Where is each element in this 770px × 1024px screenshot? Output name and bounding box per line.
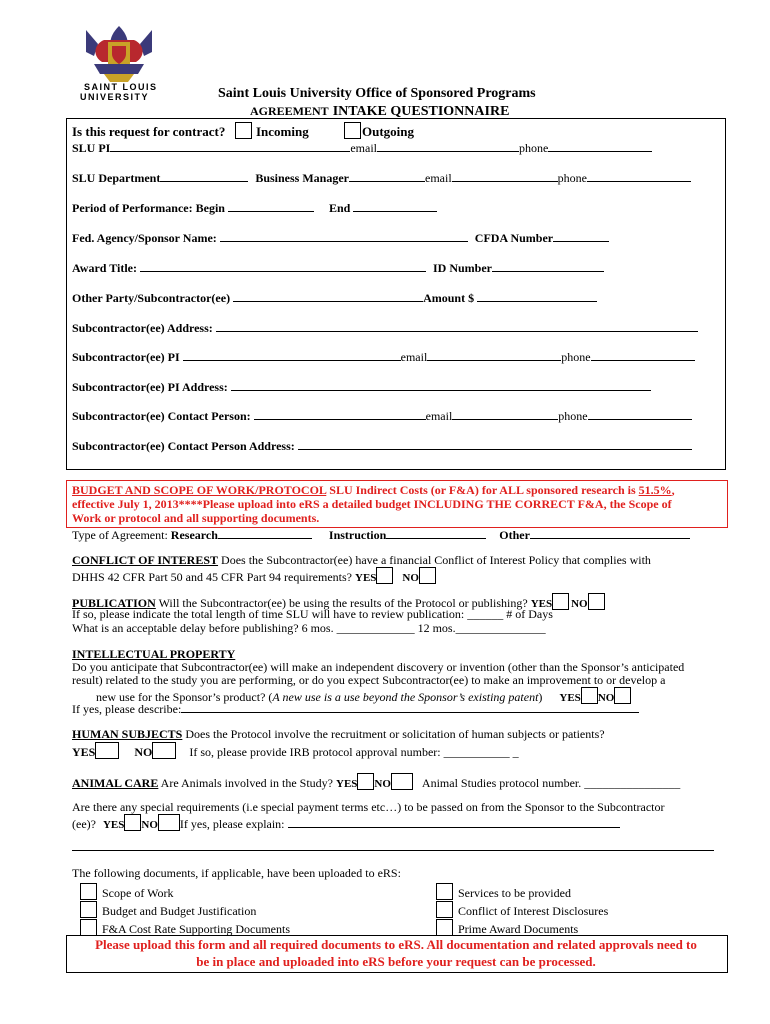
human-yes-checkbox[interactable] [95, 742, 119, 759]
coi-text1: Does the Subcontractor(ee) have a financial Conflict of Interest Policy that complies with [218, 553, 651, 567]
publication-line3 [72, 621, 546, 636]
doc-item-scope [80, 883, 173, 901]
ip-heading: INTELLECTUAL PROPERTY [72, 647, 236, 661]
publication-line2: If so, please indicate the total length of time SLU will have to review publication: ______ # of Days [72, 607, 553, 621]
id-number-field[interactable] [492, 260, 604, 272]
ip-line1: Do you anticipate that Subcontractor(ee) will make an independent discovery or invention (other than the Sponsor’s anticipated [72, 660, 685, 674]
other-party-label: Other Party/Subcontractor(ee) [72, 291, 231, 305]
slu-pi-email-label: email [350, 141, 377, 155]
period-end-field[interactable] [353, 200, 437, 212]
sub-contact-address-label: Subcontractor(ee) Contact Person Address: [72, 439, 295, 453]
instruction-label: Instruction [328, 528, 387, 542]
agreement-type-label: Type of Agreement: [72, 528, 168, 542]
doc-checkbox[interactable] [436, 919, 453, 936]
slu-dept-label: SLU Department [72, 171, 161, 185]
doc-checkbox[interactable] [436, 883, 453, 900]
logo-text-line2: UNIVERSITY [80, 92, 150, 102]
sub-contact-address-field[interactable] [298, 438, 692, 450]
human-text1: Does the Protocol involve the recruitment or solicitation of human subjects or patients? [182, 727, 605, 741]
doc-label: Budget and Budget Justification [102, 904, 257, 918]
sub-address-row [72, 320, 698, 336]
ip-describe-label: If yes, please describe: [72, 702, 182, 716]
coi-heading: CONFLICT OF INTEREST [72, 553, 219, 567]
research-field[interactable] [218, 527, 312, 539]
budget-text1: SLU Indirect Costs (or F&A) for ALL sponsored research is [326, 483, 639, 497]
incoming-checkbox[interactable] [235, 122, 252, 139]
doc-label: F&A Cost Rate Supporting Documents [102, 922, 291, 936]
ip-text3b: A new use is a use beyond the Sponsor’s existing patent [272, 690, 539, 704]
slu-logo [64, 22, 174, 104]
sub-contact-row [72, 408, 692, 424]
sub-address-label: Subcontractor(ee) Address: [72, 321, 213, 335]
sub-address-field[interactable] [216, 320, 698, 332]
slu-pi-phone-field[interactable] [548, 140, 652, 152]
slu-dept-field[interactable] [160, 170, 248, 182]
ip-describe-row [72, 701, 639, 717]
slu-pi-label: SLU PI [72, 141, 111, 155]
special-line2 [72, 814, 620, 832]
animal-yes-checkbox[interactable] [357, 773, 374, 790]
special-text2a: (ee)? [72, 817, 96, 831]
publication-text1: Will the Subcontractor(ee) be using the results of the Protocol or publishing? [155, 596, 528, 610]
sub-pi-email-label: email [400, 350, 428, 364]
ip-yes-label: YES [559, 692, 581, 704]
special-yes-label: YES [102, 819, 125, 831]
special-line1: Are there any special requirements (i.e special payment terms etc…) to be passed on from the Sponsor to the Subcontractor [72, 800, 665, 814]
budget-line1 [72, 483, 675, 498]
doc-item-services [436, 883, 571, 901]
ip-describe-field[interactable] [181, 701, 639, 713]
publication-12mos-field[interactable]: _______________ [455, 621, 546, 635]
coi-line1 [72, 553, 651, 568]
ip-text3c: ) [538, 690, 543, 704]
animal-text1: Are Animals involved in the Study? [158, 776, 333, 790]
sub-contact-label: Subcontractor(ee) Contact Person: [72, 409, 251, 423]
sub-pi-label: Subcontractor(ee) PI [72, 350, 180, 364]
business-manager-field[interactable] [349, 170, 425, 182]
section-divider [72, 850, 714, 851]
animal-no-label: NO [374, 778, 391, 790]
pub-yes-label: YES [530, 598, 553, 610]
doc-checkbox[interactable] [80, 883, 97, 900]
pub-no-label: NO [571, 598, 588, 610]
fed-agency-field[interactable] [220, 230, 468, 242]
budget-line2: effective July 1, 2013****Please upload into eRS a detailed budget INCLUDING THE CORRECT F&A, the Scope of [72, 497, 672, 511]
fed-agency-label: Fed. Agency/Sponsor Name: [72, 231, 217, 245]
human-line1 [72, 727, 605, 742]
logo-text-line1: SAINT LOUIS [84, 82, 158, 92]
animal-heading: ANIMAL CARE [72, 776, 159, 790]
doc-label: Prime Award Documents [458, 922, 579, 936]
award-title-field[interactable] [140, 260, 426, 272]
doc-item-budget [80, 901, 256, 919]
special-no-label: NO [141, 819, 158, 831]
subtitle-small: AGREEMENT [250, 104, 329, 118]
other-party-row [72, 290, 597, 306]
award-title-row [72, 260, 604, 276]
other-party-field[interactable] [233, 290, 423, 302]
budget-text1-end: , [671, 483, 675, 497]
page-title: Saint Louis University Office of Sponsored Programs [218, 86, 536, 101]
publication-text3: What is an acceptable delay before publishing? 6 mos. _____________ 12 mos. [72, 621, 456, 635]
indirect-rate: 51.5% [638, 483, 672, 497]
fed-agency-row [72, 230, 609, 246]
sub-contact-phone-field[interactable] [588, 408, 692, 420]
sub-pi-address-row [72, 379, 651, 395]
sub-pi-phone-field[interactable] [591, 349, 695, 361]
sub-pi-phone-label: phone [561, 350, 591, 364]
id-number-label: ID Number [433, 261, 492, 275]
period-row [72, 200, 437, 216]
slu-pi-row [72, 140, 652, 156]
human-text2: If so, please provide IRB protocol approval number: ___________ _ [189, 745, 519, 759]
slu-pi-phone-label: phone [519, 141, 549, 155]
business-manager-label: Business Manager [255, 171, 350, 185]
doc-checkbox[interactable] [80, 919, 97, 936]
slu-pi-field[interactable] [110, 140, 350, 152]
incoming-label: Incoming [256, 124, 309, 139]
coi-line2 [72, 567, 436, 585]
sub-pi-row [72, 349, 695, 365]
human-line2 [72, 742, 519, 760]
subtitle-large: INTAKE QUESTIONNAIRE [332, 104, 510, 119]
sub-pi-field[interactable] [183, 349, 401, 361]
sub-contact-email-field[interactable] [452, 408, 558, 420]
coi-yes-label: YES [355, 572, 377, 584]
amount-label: Amount $ [423, 291, 475, 305]
period-end-label: End [328, 201, 351, 215]
period-begin-label: Period of Performance: Begin [72, 201, 225, 215]
special-text2b: If yes, please explain: [179, 817, 285, 831]
pub-no-checkbox[interactable] [588, 593, 605, 610]
coi-yes-checkbox[interactable] [376, 567, 393, 584]
award-title-label: Award Title: [72, 261, 137, 275]
publication-heading: PUBLICATION [72, 596, 156, 610]
sub-contact-email-label: email [425, 409, 453, 423]
coi-no-checkbox[interactable] [419, 567, 436, 584]
bm-email-field[interactable] [452, 170, 558, 182]
cfda-label: CFDA Number [474, 231, 554, 245]
bm-phone-field[interactable] [587, 170, 691, 182]
sub-contact-field[interactable] [254, 408, 426, 420]
sub-pi-address-label: Subcontractor(ee) PI Address: [72, 380, 228, 394]
animal-no-checkbox[interactable] [391, 773, 413, 790]
special-no-checkbox[interactable] [158, 814, 180, 831]
doc-label: Conflict of Interest Disclosures [458, 904, 609, 918]
other-label: Other [499, 528, 530, 542]
budget-heading: BUDGET AND SCOPE OF WORK/PROTOCOL [72, 483, 327, 497]
doc-item-coi-disclosures [436, 901, 608, 919]
special-explain-field[interactable] [288, 816, 620, 828]
bm-phone-label: phone [557, 171, 587, 185]
doc-label: Scope of Work [102, 886, 174, 900]
agreement-type-row [72, 527, 690, 543]
human-no-label: NO [134, 745, 153, 759]
doc-checkbox[interactable] [436, 901, 453, 918]
human-yes-label: YES [72, 745, 96, 759]
sub-pi-address-field[interactable] [231, 379, 651, 391]
special-yes-checkbox[interactable] [124, 814, 141, 831]
slu-pi-email-field[interactable] [377, 140, 519, 152]
bm-email-label: email [425, 171, 452, 185]
doc-checkbox[interactable] [80, 901, 97, 918]
slu-dept-row [72, 170, 691, 186]
instruction-field[interactable] [386, 527, 486, 539]
animal-text2: Animal Studies protocol number. ________________ [421, 776, 681, 790]
outgoing-label: Outgoing [362, 124, 415, 139]
pub-yes-checkbox[interactable] [552, 593, 569, 610]
other-field[interactable] [530, 527, 690, 539]
research-label: Research [170, 528, 218, 542]
human-heading: HUMAN SUBJECTS [72, 727, 183, 741]
sub-contact-address-row [72, 438, 692, 454]
animal-row [72, 773, 680, 791]
ip-text3a: new use for the Sponsor’s product? ( [96, 690, 273, 704]
coi-text2: DHHS 42 CFR Part 50 and 45 CFR Part 94 requirements? [72, 570, 352, 584]
cfda-field[interactable] [553, 230, 609, 242]
animal-yes-label: YES [336, 778, 358, 790]
sub-pi-email-field[interactable] [427, 349, 561, 361]
contract-question-label: Is this request for contract? [72, 124, 226, 139]
outgoing-checkbox[interactable] [344, 122, 361, 139]
ip-no-label: NO [597, 692, 615, 704]
coi-no-label: NO [402, 572, 419, 584]
sub-contact-phone-label: phone [558, 409, 588, 423]
fleur-de-lis-crest-icon [64, 22, 174, 84]
amount-field[interactable] [477, 290, 597, 302]
contract-question-row [72, 124, 225, 140]
docs-intro: The following documents, if applicable, have been uploaded to eRS: [72, 866, 401, 880]
ip-line2: result) related to the study you are performing, or do you expect Subcontractor(ee) to make an improvement to or develop a [72, 673, 666, 687]
footer-line1: Please upload this form and all required documents to eRS. All documentation and related approvals need to [95, 937, 697, 952]
budget-line3: Work or protocol and all supporting documents. [72, 511, 320, 525]
footer-line2: be in place and uploaded into eRS before your request can be processed. [196, 954, 596, 969]
human-no-checkbox[interactable] [152, 742, 176, 759]
doc-label: Services to be provided [458, 886, 571, 900]
period-begin-field[interactable] [228, 200, 314, 212]
